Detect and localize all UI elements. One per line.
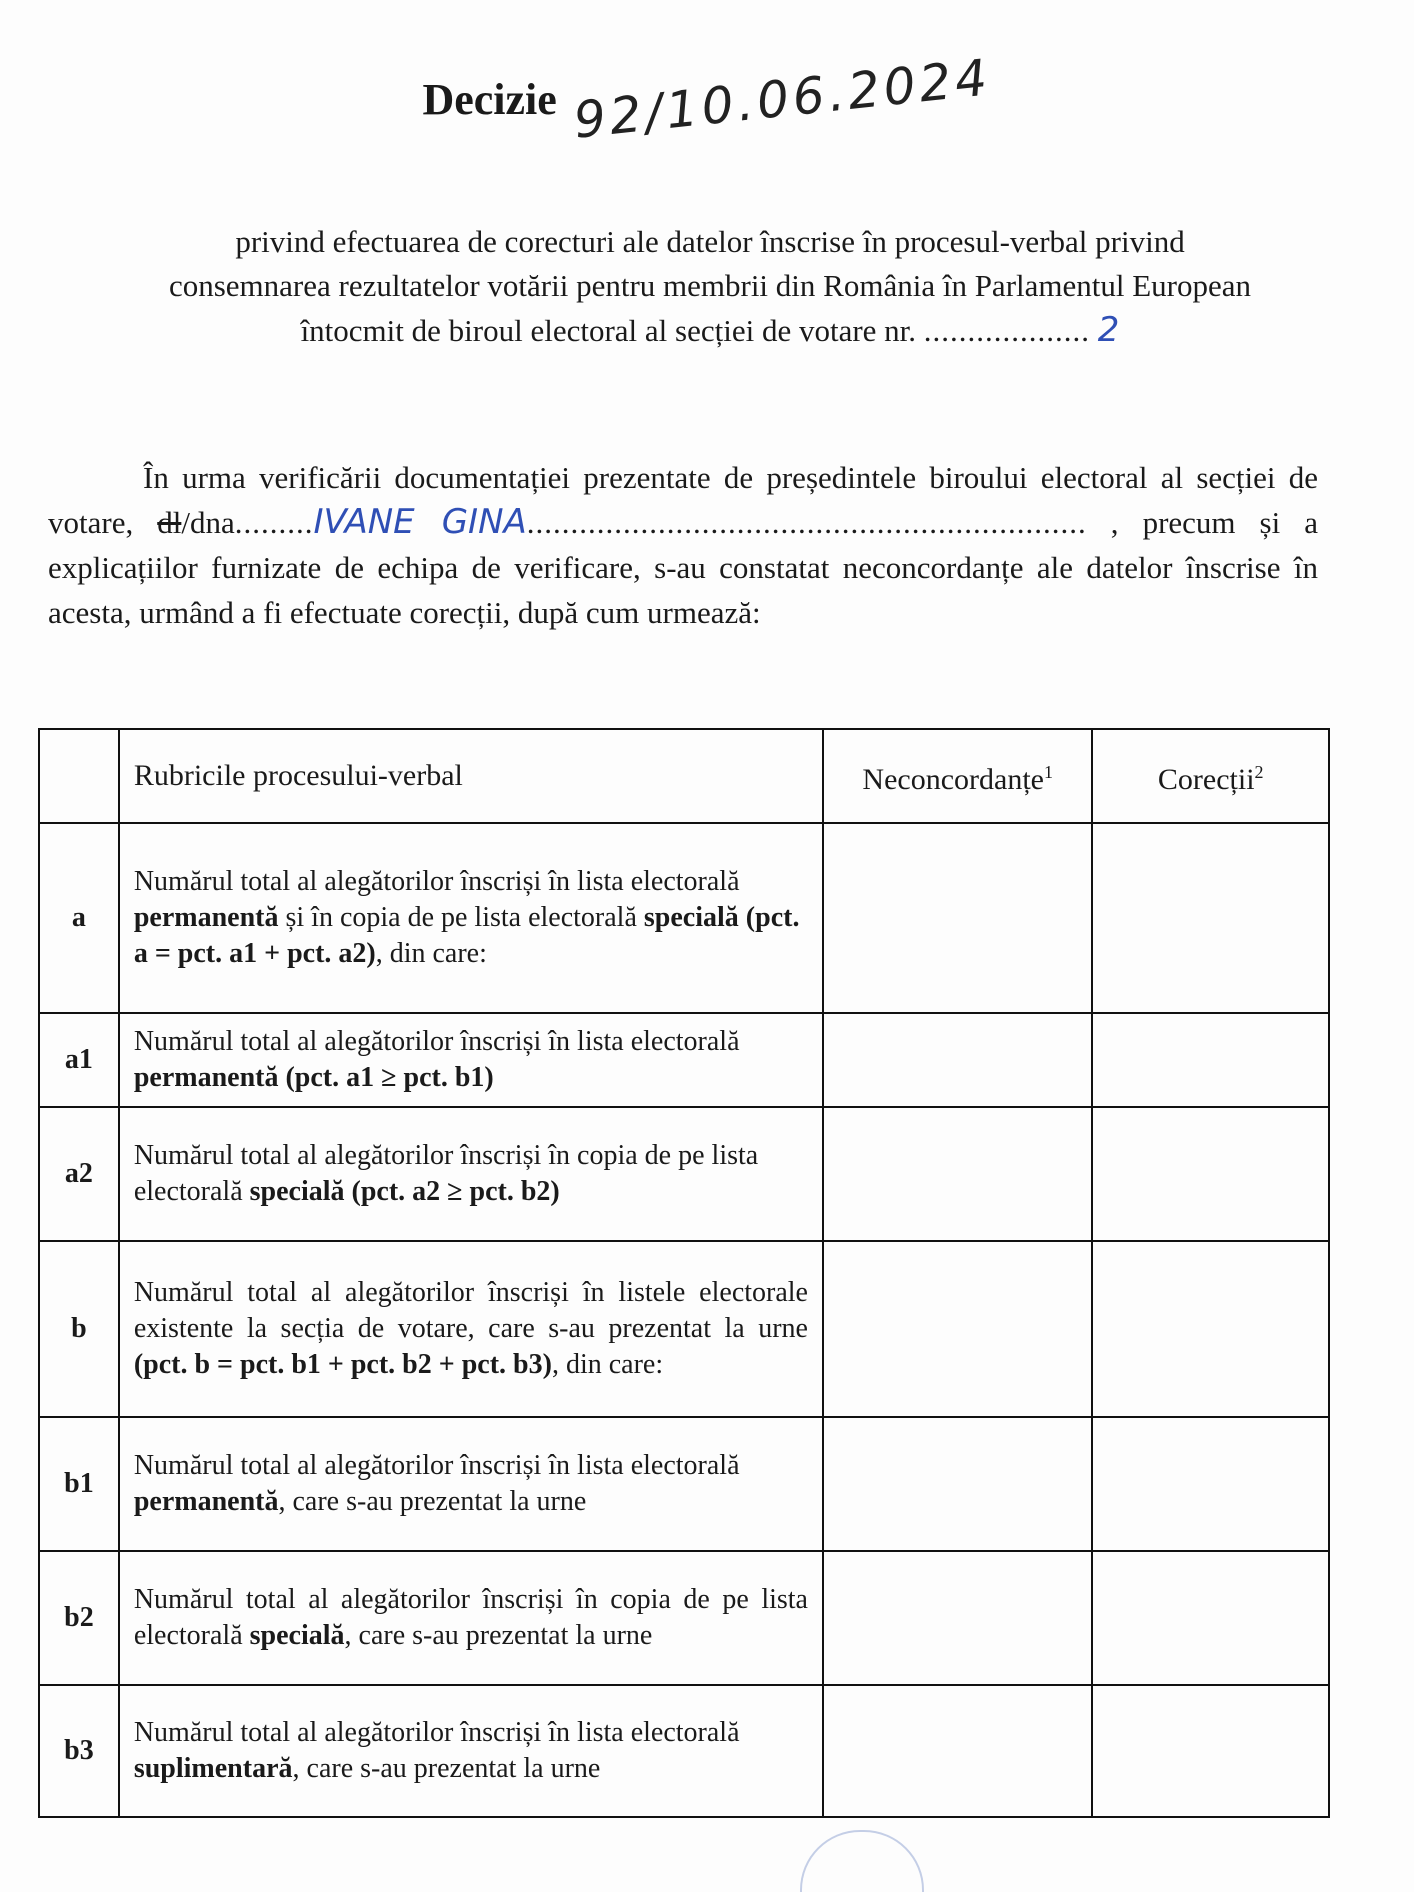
- rubric-bold: suplimentară: [133, 1753, 293, 1784]
- station-dots: ...................: [923, 313, 1091, 348]
- table-row: [39, 1013, 1329, 1107]
- rubric-bold: specială (pct. a2 ≥ pct. b2): [249, 1176, 560, 1207]
- title-block: [0, 48, 1414, 150]
- row-code: b2: [39, 1551, 119, 1685]
- handwritten-president-name: IVANE GINA: [313, 502, 527, 542]
- rubric-text: [739, 902, 746, 933]
- intro-comma: ,: [1086, 505, 1119, 540]
- rubric-text: , care s-au prezentat la urne: [292, 1753, 601, 1784]
- neconcordante-cell[interactable]: [823, 1107, 1092, 1241]
- neconcordante-cell[interactable]: [823, 1013, 1092, 1107]
- subtitle-line-3-text: întocmit de biroul electoral al secției de votare nr.: [300, 313, 924, 348]
- corectii-cell[interactable]: [1092, 1685, 1329, 1817]
- subtitle-line-2: consemnarea rezultatelor votării pentru membrii din România în Parlamentul European: [168, 268, 1252, 303]
- rubric-text: , care s-au prezentat la urne: [344, 1620, 653, 1651]
- table-row: [39, 1417, 1329, 1551]
- table-row: [39, 1551, 1329, 1685]
- intro-part-1: În urma verificării documentației prezentate de președintele biroului electoral al secției de votare,: [48, 460, 1318, 540]
- subtitle: [60, 220, 1360, 353]
- intro-paragraph: [48, 455, 1318, 635]
- row-rubric: [119, 1013, 823, 1107]
- handwritten-station-number: 2: [1097, 310, 1120, 350]
- footnote-1: 1: [1044, 762, 1053, 782]
- corrections-table: [38, 728, 1330, 1818]
- table-header-row: [39, 729, 1329, 823]
- header-neconcordante: [823, 729, 1092, 823]
- rubric-text: , din care:: [551, 1349, 664, 1380]
- rubric-text: și în copia de pe lista electorală: [278, 902, 644, 933]
- struck-title-dl: dl: [157, 505, 182, 540]
- rubric-bold: permanentă: [133, 1486, 279, 1517]
- neconcordante-cell[interactable]: [823, 1551, 1092, 1685]
- rubric-bold: (pct. b = pct. b1 + pct. b2 + pct. b3): [133, 1349, 552, 1380]
- header-corectii: [1092, 729, 1329, 823]
- rubric-text: Numărul total al alegătorilor înscriși în lista electorală: [133, 1717, 740, 1748]
- row-rubric: [119, 1685, 823, 1817]
- corectii-cell[interactable]: [1092, 1107, 1329, 1241]
- rubric-text: Numărul total al alegătorilor înscriși în copia de pe lista electorală: [133, 1584, 808, 1651]
- header-code: [39, 729, 119, 823]
- title-dna: /dna: [181, 505, 235, 540]
- rubric-text: Numărul total al alegătorilor înscriși în lista electorală: [133, 1026, 740, 1057]
- corectii-cell[interactable]: [1092, 823, 1329, 1013]
- neconcordante-cell[interactable]: [823, 1417, 1092, 1551]
- name-dots-after: ................................................................: [526, 505, 1087, 540]
- rubric-text: , din care:: [375, 938, 487, 969]
- rubric-text: Numărul total al alegătorilor înscriși în copia de pe lista electorală: [133, 1140, 759, 1207]
- row-code: a1: [39, 1013, 119, 1107]
- corectii-cell[interactable]: [1092, 1551, 1329, 1685]
- name-dots-before: .........: [234, 505, 314, 540]
- table-row: [39, 1107, 1329, 1241]
- row-rubric: [119, 1551, 823, 1685]
- footnote-2: 2: [1254, 762, 1264, 782]
- intro-rest: precum și a explicațiilor furnizate de echipa de verificare, s-au constatat neconcordanțe ale datelor înscrise în acesta, urmând a fi efectuate corecții, după cum urmează:: [48, 505, 1319, 630]
- corectii-cell[interactable]: [1092, 1417, 1329, 1551]
- table-row: [39, 1241, 1329, 1417]
- rubric-bold: permanentă (pct. a1 ≥ pct. b1): [133, 1062, 494, 1093]
- row-code: b: [39, 1241, 119, 1417]
- rubric-text: Numărul total al alegătorilor înscriși în lista electorală: [133, 866, 740, 897]
- neconcordante-cell[interactable]: [823, 1241, 1092, 1417]
- row-code: b3: [39, 1685, 119, 1817]
- row-rubric: [119, 1417, 823, 1551]
- row-code: a: [39, 823, 119, 1013]
- header-neconcordante-label: Neconcordanțe: [862, 763, 1044, 796]
- subtitle-line-1: privind efectuarea de corecturi ale datelor înscrise în procesul-verbal privind: [235, 224, 1185, 259]
- header-corectii-label: Corecții: [1157, 763, 1255, 796]
- header-rubric: Rubricile procesului-verbal: [119, 729, 823, 823]
- row-rubric: [119, 823, 823, 1013]
- row-rubric: [119, 1241, 823, 1417]
- row-code: b1: [39, 1417, 119, 1551]
- rubric-bold: (pct. a = pct. a1 + pct. a2): [133, 902, 800, 969]
- rubric-text: Numărul total al alegătorilor înscriși în listele electorale existente la secția de votare, care s-au prezentat la urne: [133, 1277, 808, 1344]
- neconcordante-cell[interactable]: [823, 823, 1092, 1013]
- neconcordante-cell[interactable]: [823, 1685, 1092, 1817]
- row-rubric: [119, 1107, 823, 1241]
- stamp-partial: [800, 1830, 924, 1892]
- rubric-bold: specială: [643, 902, 739, 933]
- table-row: [39, 1685, 1329, 1817]
- subtitle-line-3: [60, 308, 1360, 353]
- rubric-bold: specială: [249, 1620, 345, 1651]
- rubric-text: , care s-au prezentat la urne: [278, 1486, 587, 1517]
- table-row: [39, 823, 1329, 1013]
- rubric-text: Numărul total al alegătorilor înscriși în lista electorală: [133, 1450, 740, 1481]
- intro-text: [48, 455, 1318, 635]
- corectii-cell[interactable]: [1092, 1241, 1329, 1417]
- handwritten-decision-number: 92/10.06.2024: [570, 48, 994, 150]
- row-code: a2: [39, 1107, 119, 1241]
- page-title: Decizie: [422, 74, 557, 124]
- corectii-cell[interactable]: [1092, 1013, 1329, 1107]
- rubric-bold: permanentă: [133, 902, 279, 933]
